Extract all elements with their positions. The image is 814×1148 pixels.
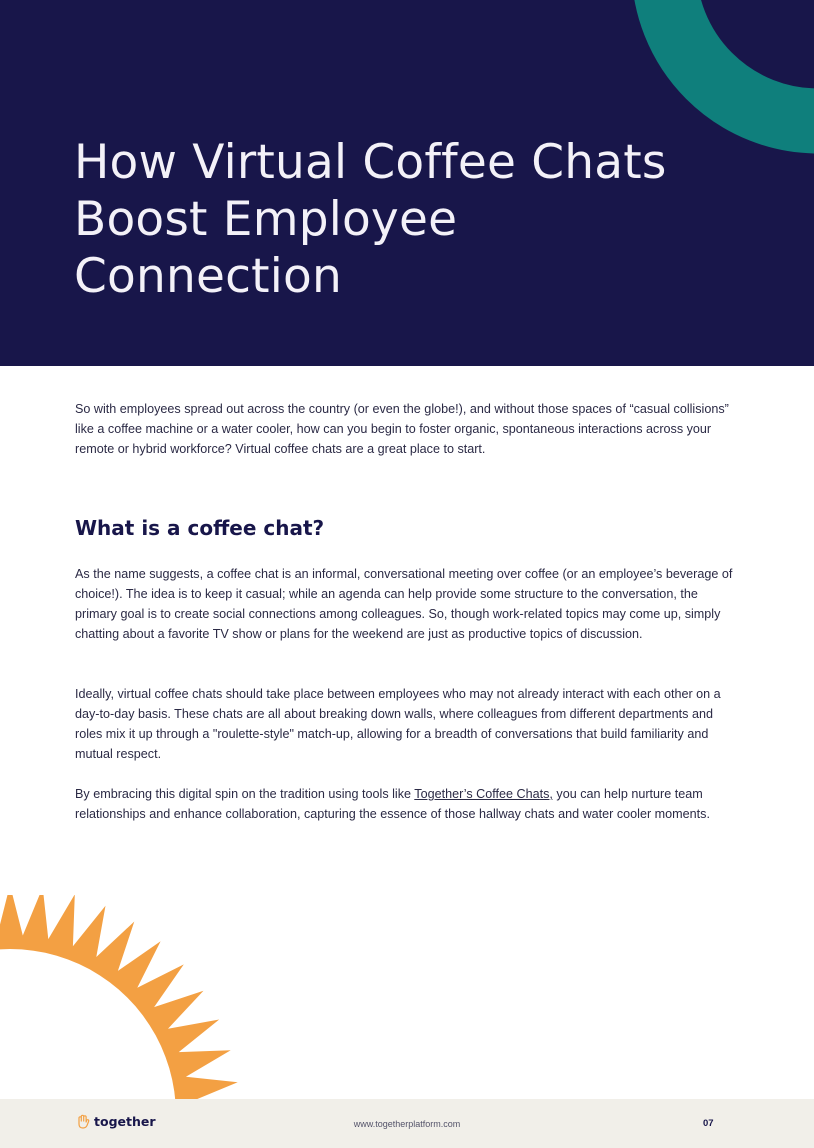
paragraph-3-lead: By embracing this digital spin on the tradition using tools like <box>75 787 415 801</box>
coffee-chats-link[interactable]: Together’s Coffee Chats, <box>414 787 553 801</box>
decorative-zigzag-burst <box>0 895 300 1105</box>
paragraph-3-tail: you can help nurture team relationships and enhance collaboration, capturing the essence of those hallway chats and water cooler moments. <box>75 787 710 821</box>
section-paragraph-2: Ideally, virtual coffee chats should take place between employees who may not already interact with each other on a day-to-day basis. These chats are all about breaking down walls, where colleagues from different departments and roles mix it up through a "roulette-style" match-up, allowing for a breadth of conversations that build familiarity and mutual respect. <box>75 687 721 761</box>
brand-logo-text: together <box>94 1114 156 1129</box>
intro-paragraph: So with employees spread out across the country (or even the globe!), and without those spaces of “casual collisions” like a coffee machine or a water cooler, how can you begin to foster organic, spontaneous interactions across your remote or hybrid workforce? Virtual coffee chats are a great place to start. <box>75 402 729 456</box>
title-line-1: How Virtual Coffee Chats <box>74 135 667 190</box>
page-number: 07 <box>703 1118 714 1129</box>
intro-block <box>75 399 735 459</box>
title-line-2: Boost Employee <box>74 192 458 247</box>
page-title <box>74 134 667 305</box>
title-line-3: Connection <box>74 249 342 304</box>
footer-url[interactable]: www.togetherplatform.com <box>353 1119 461 1129</box>
hero-banner <box>0 0 814 366</box>
section-paragraph-3 <box>75 784 735 824</box>
section-heading: What is a coffee chat? <box>75 516 325 540</box>
section-paragraph-1: As the name suggests, a coffee chat is an informal, conversational meeting over coffee (or an employee’s beverage of choice!). The idea is to keep it casual; while an agenda can help provide some structure to the conversation, the primary goal is to create social connections among colleagues. So, though work-related topics may come up, simply chatting about a favorite TV show or plans for the weekend are just as productive topics of discussion. <box>75 567 733 641</box>
